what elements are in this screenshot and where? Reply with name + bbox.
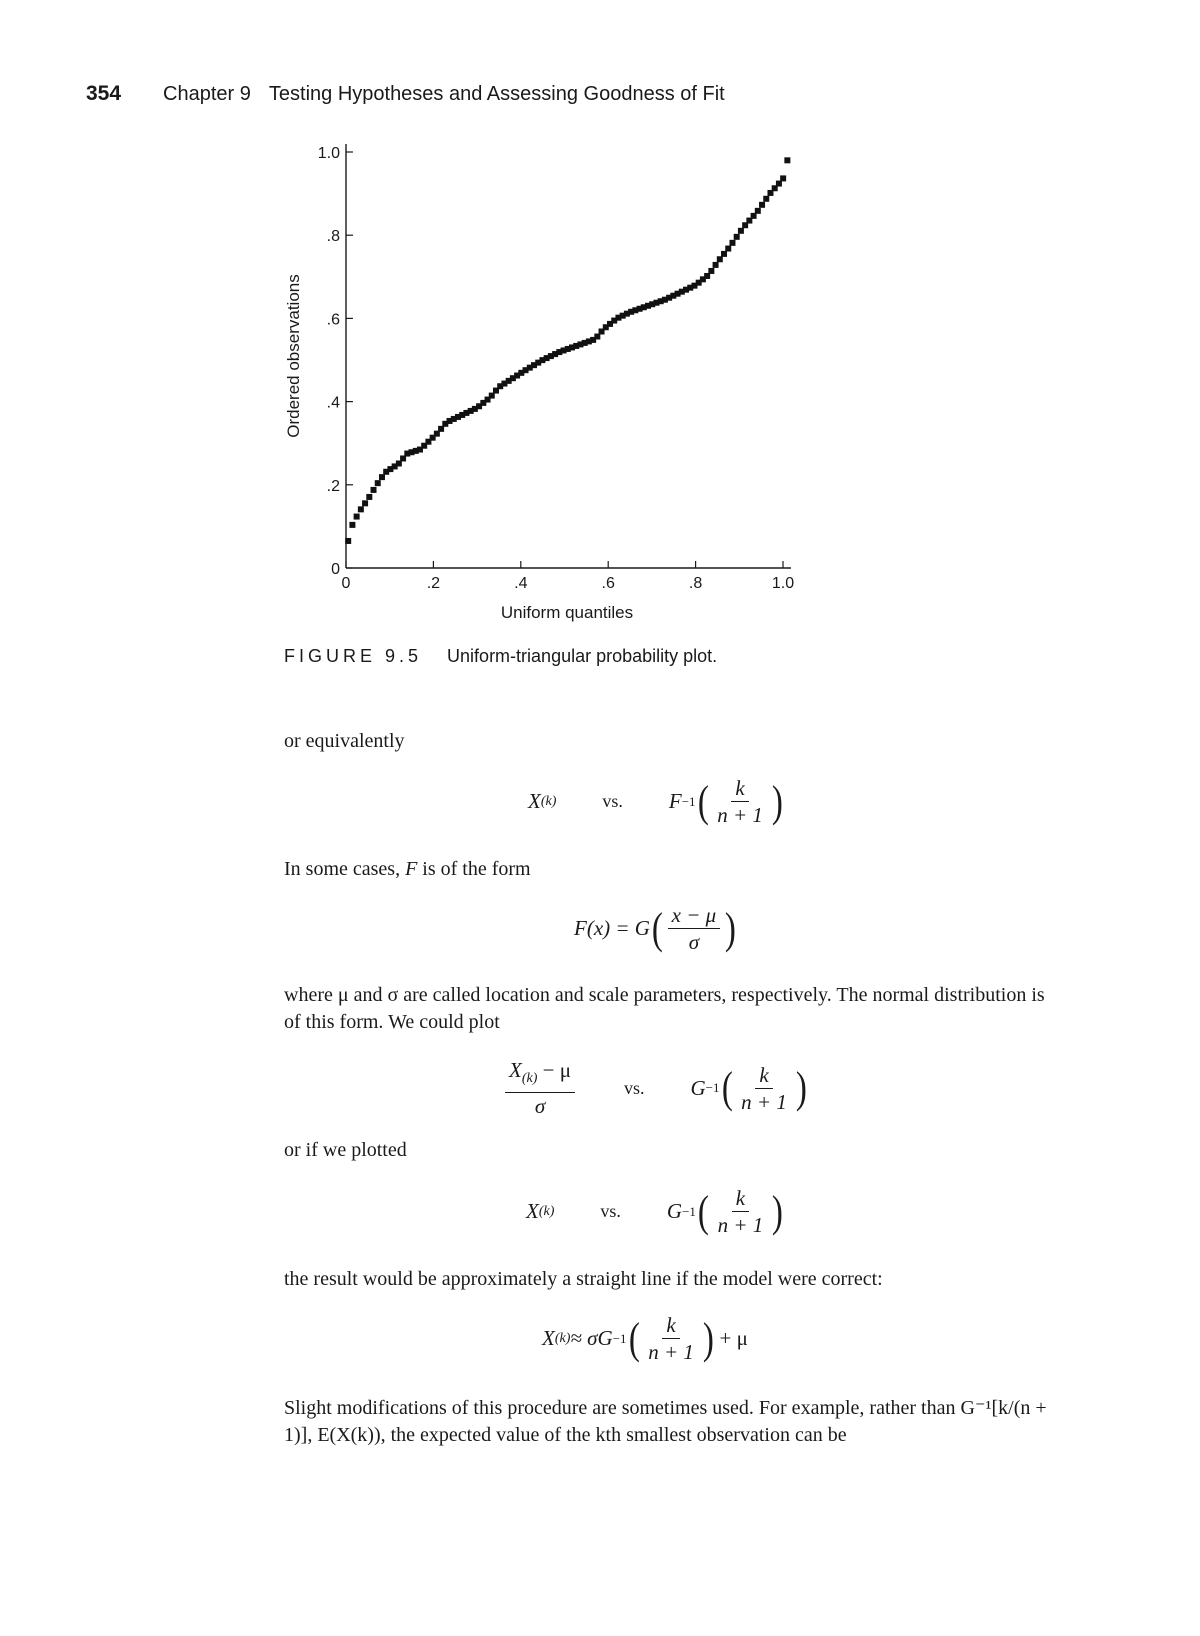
equation-4: X (k) vs. G −1 ( $\frac{k}{n + 1}$ )	[526, 1186, 784, 1237]
data-point	[713, 262, 719, 268]
data-point	[759, 202, 765, 208]
equation-1: X (k) vs. F −1 ( $\frac{k}{n + 1}$ )	[528, 776, 783, 827]
plot-points	[345, 157, 790, 544]
chapter-label: Chapter 9	[163, 83, 251, 105]
data-point	[379, 474, 385, 480]
figure-caption-text: Uniform-triangular probability plot.	[447, 646, 718, 666]
paragraph-4: or if we plotted	[284, 1139, 407, 1161]
data-point	[371, 487, 377, 493]
data-point	[729, 240, 735, 246]
equation-5: X (k) ≈ σG −1 ( $\frac{k}{n + 1}$ ) + μ	[542, 1313, 748, 1364]
y-tick-label: .4	[326, 394, 340, 412]
page-header	[86, 82, 725, 106]
data-point	[358, 506, 364, 512]
data-point	[780, 175, 786, 181]
data-point	[721, 251, 727, 257]
data-point	[354, 514, 360, 520]
data-point	[776, 181, 782, 187]
equation-2: F(x) = G ( $\frac{x - \mu}{\sigma}$ )	[574, 903, 737, 954]
y-tick-label: 0	[331, 561, 340, 578]
paragraph-6: Slight modifications of this procedure are sometimes used. For example, rather than G⁻¹[k/(n + 1)], E(X(k)), the expected value of the kth smallest observation can be	[284, 1397, 1047, 1446]
x-tick-label: .4	[514, 575, 528, 592]
paragraph-5: the result would be approximately a straight line if the model were correct:	[284, 1268, 883, 1290]
x-axis-label: Uniform quantiles	[500, 603, 634, 622]
data-point	[708, 268, 714, 274]
page-number: 354	[86, 82, 122, 105]
probability-plot	[270, 130, 830, 630]
data-point	[725, 246, 731, 252]
y-tick-label: .6	[326, 311, 340, 329]
paragraph-2: In some cases, F is of the form	[284, 858, 531, 880]
data-point	[738, 228, 744, 234]
data-point	[349, 522, 355, 528]
data-point	[784, 157, 790, 163]
y-tick-label: .2	[326, 477, 340, 495]
y-tick-label: .8	[326, 228, 340, 246]
x-tick-label: 1.0	[771, 575, 795, 592]
data-point	[362, 500, 368, 506]
data-point	[734, 234, 740, 240]
data-point	[763, 196, 769, 202]
x-tick-label: .2	[426, 575, 441, 592]
data-point	[375, 480, 381, 486]
data-point	[345, 538, 351, 544]
figure-caption	[284, 646, 717, 667]
data-point	[717, 256, 723, 262]
x-tick-label: 0	[341, 575, 351, 592]
y-axis-label: Ordered observations	[284, 274, 303, 438]
paragraph-1: or equivalently	[284, 730, 405, 752]
x-tick-label: .6	[601, 575, 615, 592]
y-tick-label: 1.0	[317, 145, 340, 162]
data-point	[366, 494, 372, 500]
paragraph-3: where μ and σ are called location and scale parameters, respectively. The normal distribution is of this form. We could plot	[284, 984, 1045, 1033]
x-tick-label: .8	[688, 575, 703, 592]
chapter-title: Testing Hypotheses and Assessing Goodness of Fit	[268, 83, 725, 105]
data-point	[755, 208, 761, 214]
equation-3: $\frac{X_{(k)} - \mu}{\sigma}$ vs. G −1 ( $\frac{k}{n + 1}$ )	[502, 1058, 809, 1118]
plot-axes	[318, 144, 794, 592]
figure-label: FIGURE 9.5	[284, 646, 423, 666]
